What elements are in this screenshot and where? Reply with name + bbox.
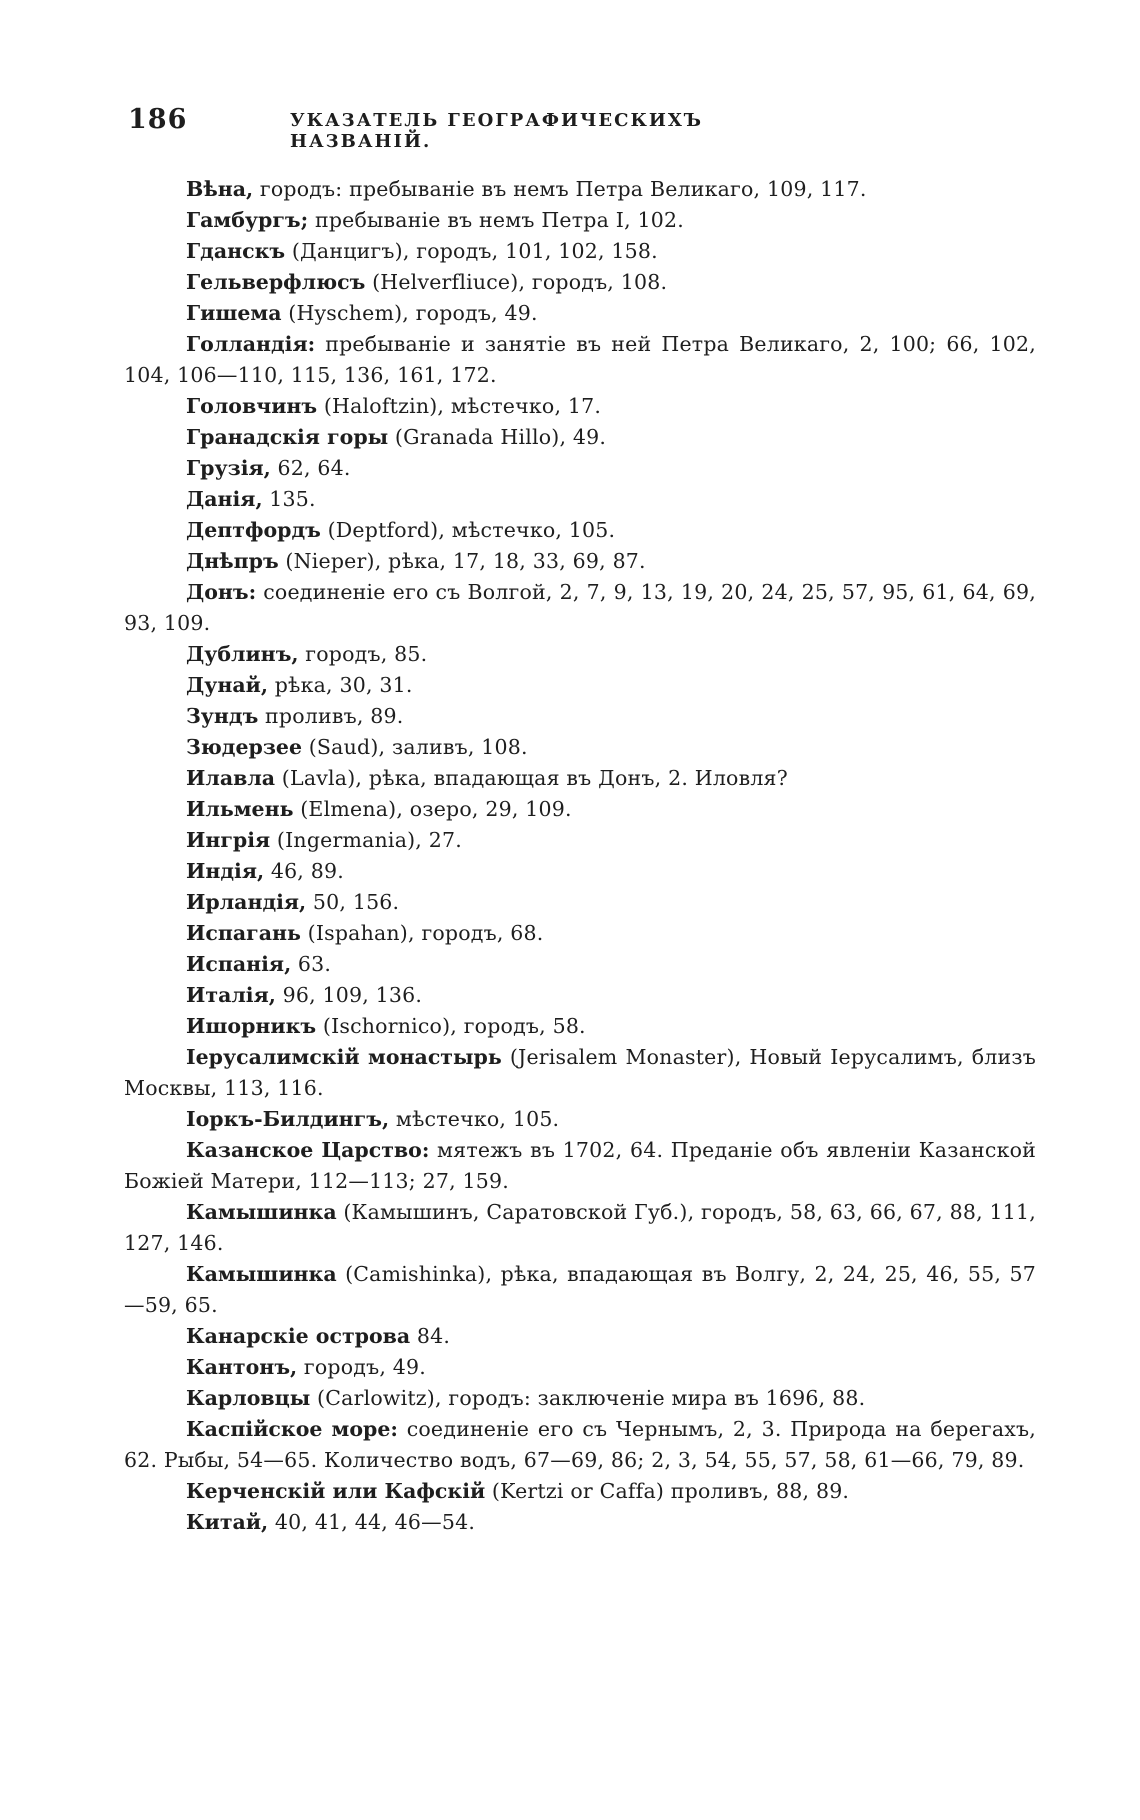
index-entry [124, 174, 1036, 205]
entry-text: (Haloftzin), мѣстечко, 17. [317, 394, 602, 418]
index-entry [124, 453, 1036, 484]
entry-headword: Гранадскія горы [186, 425, 389, 449]
entry-headword: Грузія, [186, 456, 271, 480]
index-entry [124, 856, 1036, 887]
entry-headword: Испагань [186, 921, 301, 945]
entry-text: (Lavla), рѣка, впадающая въ Донъ, 2. Иловля? [275, 766, 788, 790]
page-header [128, 104, 848, 152]
entry-headword: Ильмень [186, 797, 294, 821]
entry-headword: Камышинка [186, 1262, 337, 1286]
entry-text: (Granada Hillo), 49. [388, 425, 607, 449]
entry-text: пребываніе и занятіе въ ней Петра Великаго, 2, 100; 66, 102, 104, 106—110, 115, 136, 161, 172. [124, 332, 1036, 387]
entry-text: (Ischornico), городъ, 58. [316, 1014, 586, 1038]
index-entry [124, 329, 1036, 391]
entry-headword: Дублинъ, [186, 642, 299, 666]
entry-headword: Іоркъ-Билдингъ, [186, 1107, 390, 1131]
entry-text: (Ispahan), городъ, 68. [300, 921, 544, 945]
entry-text: 62, 64. [270, 456, 351, 480]
entry-text: 84. [410, 1324, 451, 1348]
entry-text: 50, 156. [306, 890, 400, 914]
entry-text: (Hyschem), городъ, 49. [281, 301, 538, 325]
entry-text: 63. [291, 952, 332, 976]
entry-headword: Илавла [186, 766, 276, 790]
page-number: 186 [128, 104, 188, 135]
entry-text: (Deptford), мѣстечко, 105. [320, 518, 616, 542]
entry-headword: Китай, [186, 1510, 269, 1534]
entry-headword: Донъ: [186, 580, 257, 604]
index-entries [124, 174, 1036, 1538]
index-entry [124, 577, 1036, 639]
entry-text: (Nieper), рѣка, 17, 18, 33, 69, 87. [278, 549, 646, 573]
index-entry [124, 1352, 1036, 1383]
entry-text: рѣка, 30, 31. [267, 673, 413, 697]
index-entry [124, 825, 1036, 856]
index-entry [124, 670, 1036, 701]
index-entry [124, 236, 1036, 267]
index-entry [124, 391, 1036, 422]
index-entry [124, 422, 1036, 453]
entry-headword: Данія, [186, 487, 263, 511]
entry-headword: Кантонъ, [186, 1355, 298, 1379]
entry-headword: Канарскіе острова [186, 1324, 411, 1348]
index-entry [124, 1042, 1036, 1104]
entry-text: 96, 109, 136. [275, 983, 423, 1007]
entry-headword: Карловцы [186, 1386, 311, 1410]
running-title: УКАЗАТЕЛЬ ГЕОГРАФИЧЕСКИХЪ НАЗВАНІЙ. [290, 110, 704, 152]
entry-headword: Гданскъ [186, 239, 286, 263]
entry-headword: Испанія, [186, 952, 292, 976]
index-entry [124, 763, 1036, 794]
index-entry [124, 1507, 1036, 1538]
entry-text: 46, 89. [264, 859, 344, 883]
index-entry [124, 298, 1036, 329]
index-entry [124, 639, 1036, 670]
index-entry [124, 1383, 1036, 1414]
index-entry [124, 1414, 1036, 1476]
entry-text: мятежъ въ 1702, 64. Преданіе объ явленіи Казанской Божіей Матери, 112—113; 27, 159. [124, 1138, 1036, 1193]
entry-headword: Гишема [186, 301, 282, 325]
entry-text: (Carlowitz), городъ: заключеніе мира въ 1696, 88. [310, 1386, 866, 1410]
entry-text: городъ, 49. [297, 1355, 426, 1379]
index-entry [124, 1259, 1036, 1321]
entry-text: соединеніе его съ Чернымъ, 2, 3. Природа на берегахъ, 62. Рыбы, 54—65. Количество водъ, 67—69, 86; 2, 3, 54, 55, 57, 58, 61—66, 79, 89. [124, 1417, 1036, 1472]
entry-headword: Вѣна, [186, 177, 254, 201]
entry-text: (Saud), заливъ, 108. [302, 735, 528, 759]
index-entry [124, 1197, 1036, 1259]
index-entry [124, 1135, 1036, 1197]
index-entry [124, 701, 1036, 732]
index-entry [124, 1011, 1036, 1042]
entry-headword: Каспійское море: [186, 1417, 398, 1441]
index-entry [124, 205, 1036, 236]
entry-text: (Camishinka), рѣка, впадающая въ Волгу, 2, 24, 25, 46, 55, 57—59, 65. [124, 1262, 1036, 1317]
index-entry [124, 1321, 1036, 1352]
entry-text: городъ, 85. [298, 642, 428, 666]
entry-text: городъ: пребываніе въ немъ Петра Великаго, 109, 117. [253, 177, 867, 201]
entry-text: пребываніе въ немъ Петра I, 102. [308, 208, 684, 232]
entry-text: (Helverfliuce), городъ, 108. [365, 270, 668, 294]
entry-text: мѣстечко, 105. [389, 1107, 560, 1131]
index-entry [124, 732, 1036, 763]
entry-text: 135. [262, 487, 316, 511]
entry-headword: Ирландія, [186, 890, 307, 914]
index-entry [124, 515, 1036, 546]
entry-text: (Elmena), озеро, 29, 109. [293, 797, 572, 821]
entry-text: (Jerisalem Monaster), Новый Іерусалимъ, близъ Москвы, 113, 116. [124, 1045, 1036, 1100]
index-entry [124, 1104, 1036, 1135]
entry-headword: Головчинъ [186, 394, 318, 418]
entry-headword: Казанское Царство: [186, 1138, 430, 1162]
index-entry [124, 918, 1036, 949]
index-entry [124, 546, 1036, 577]
index-entry [124, 484, 1036, 515]
entry-headword: Италія, [186, 983, 276, 1007]
index-entry [124, 949, 1036, 980]
entry-text: (Ingermania), 27. [270, 828, 462, 852]
entry-text: (Kertzi or Caffa) проливъ, 88, 89. [485, 1479, 850, 1503]
index-entry [124, 887, 1036, 918]
entry-text: 40, 41, 44, 46—54. [268, 1510, 476, 1534]
entry-text: проливъ, 89. [258, 704, 404, 728]
entry-headword: Голландія: [186, 332, 316, 356]
index-entry [124, 267, 1036, 298]
entry-text: (Камышинъ, Саратовской Губ.), городъ, 58, 63, 66, 67, 88, 111, 127, 146. [124, 1200, 1036, 1255]
entry-headword: Гамбургъ; [186, 208, 309, 232]
entry-headword: Зюдерзее [186, 735, 303, 759]
entry-headword: Днѣпръ [186, 549, 279, 573]
entry-headword: Гельверфлюсъ [186, 270, 366, 294]
entry-headword: Дептфордъ [186, 518, 321, 542]
entry-headword: Ингрія [186, 828, 271, 852]
entry-headword: Керченскій или Кафскій [186, 1479, 486, 1503]
entry-headword: Зундъ [186, 704, 259, 728]
entry-headword: Дунай, [186, 673, 268, 697]
entry-headword: Индія, [186, 859, 265, 883]
index-entry [124, 980, 1036, 1011]
index-entry [124, 794, 1036, 825]
entry-text: соединеніе его съ Волгой, 2, 7, 9, 13, 19, 20, 24, 25, 57, 95, 61, 64, 69, 93, 109. [124, 580, 1036, 635]
entry-headword: Ишорникъ [186, 1014, 317, 1038]
index-entry [124, 1476, 1036, 1507]
entry-headword: Камышинка [186, 1200, 337, 1224]
entry-headword: Іерусалимскій монастырь [186, 1045, 502, 1069]
entry-text: (Данцигъ), городъ, 101, 102, 158. [285, 239, 658, 263]
